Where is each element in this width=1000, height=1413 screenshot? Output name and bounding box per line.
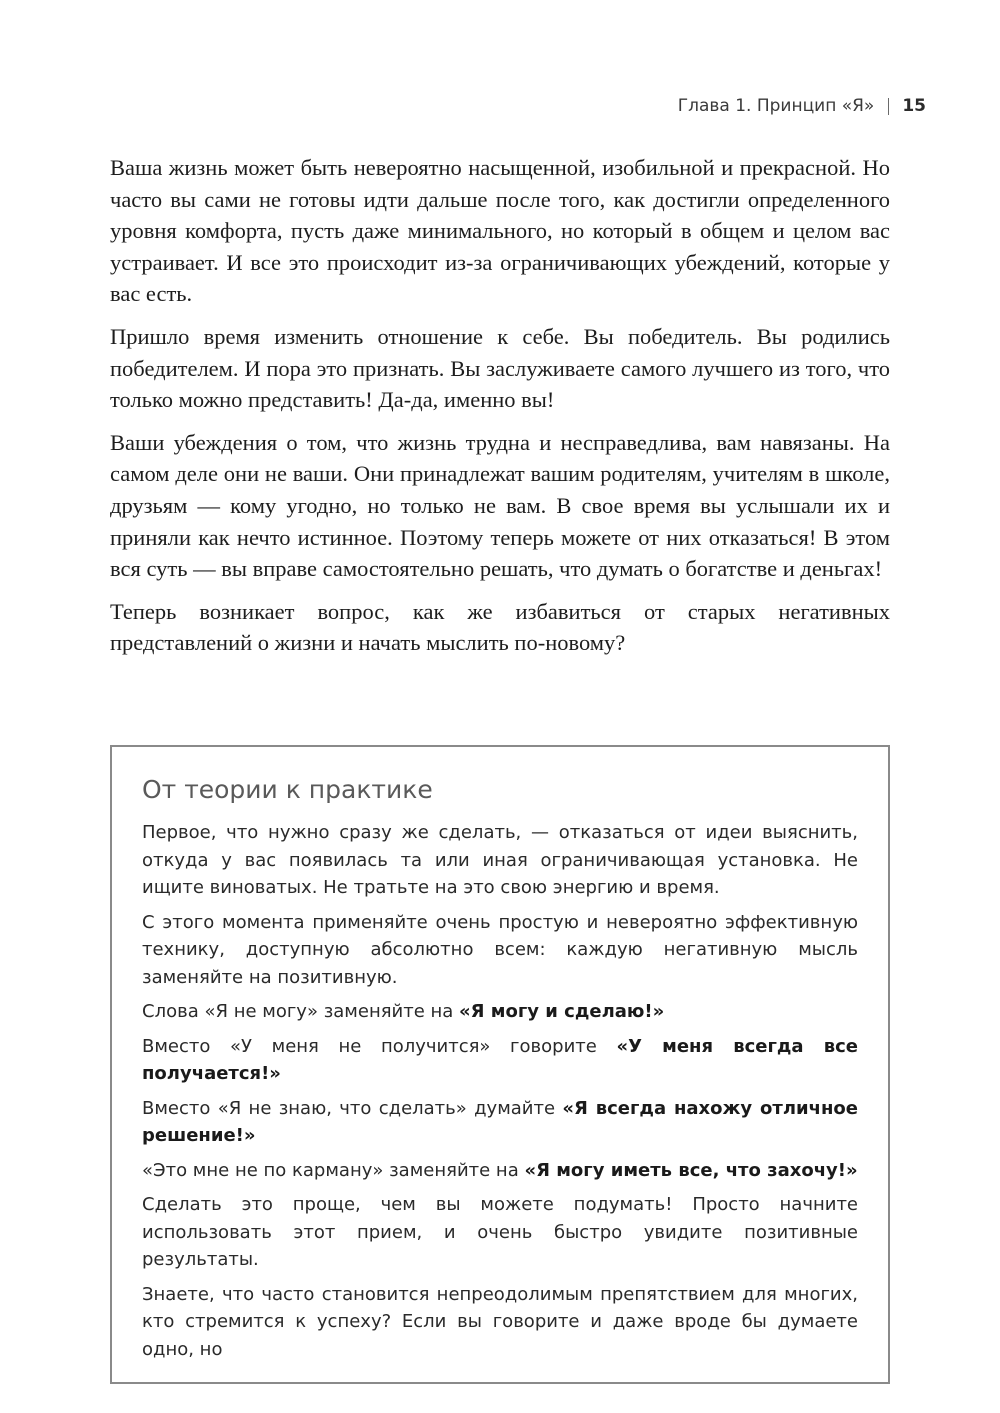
example-plain: Слова «Я не могу» заменяйте на [142,1001,460,1022]
practice-paragraph: Первое, что нужно сразу же сделать, — отказаться от идеи выяснить, откуда у вас появилась та или иная ограничивающая установка. Не ищите виноватых. Не тратьте на это свою энергию и время. [142,822,858,898]
example-bold: «Я могу и сделаю!» [459,1001,665,1022]
chapter-title: Глава 1. Принцип «Я» [677,96,875,116]
example-plain: Вместо «У меня не получится» говорите [142,1035,617,1057]
example-plain: «Это мне не по карману» заменяйте на [142,1159,525,1181]
practice-box-content [112,747,888,1382]
example-line [142,1157,858,1185]
running-head [678,96,926,116]
practice-box-title: От теории к практике [142,775,433,804]
practice-paragraph: С этого момента применяйте очень простую и невероятно эффективную технику, доступную абсолютно всем: каждую негативную мысль заменяйте на позитивную. [142,911,858,988]
example-line [142,1033,858,1088]
example-line [142,998,858,1026]
example-line [142,1095,858,1150]
practice-paragraph: Знаете, что часто становится непреодолимым препятствием для многих, кто стремится к успеху? Если вы говорите и даже вроде бы думаете одно, но [142,1283,858,1360]
example-plain: Вместо «Я не знаю, что сделать» думайте [142,1097,563,1119]
practice-box [110,745,890,1384]
example-bold: «Я всегда нахожу отличное решение!» [142,1097,858,1146]
paragraph: Пришло время изменить отношение к себе. Вы победитель. Вы родились победителем. И пора это признать. Вы заслуживаете самого лучшего из того, что только можно представить! Да-да, именно вы! [110,323,890,413]
paragraph: Теперь возникает вопрос, как же избавиться от старых негативных представлений о жизни и начать мыслить по-новому? [110,598,890,656]
paragraph: Ваша жизнь может быть невероятно насыщенной, изобильной и прекрасной. Но часто вы сами не готовы идти дальше после того, как достигли определенного уровня комфорта, пусть даже минимального, но который в общем и целом вас устраивает. И все это происходит из-за ограничивающих убеждений, которые у вас есть. [110,155,890,307]
example-bold: «Я могу иметь все, что захочу!» [524,1159,858,1181]
practice-paragraph: Сделать это проще, чем вы можете подумать! Просто начните использовать этот прием, и очень быстро увидите позитивные результаты. [142,1194,858,1270]
paragraph: Ваши убеждения о том, что жизнь трудна и несправедлива, вам навязаны. На самом деле они не ваши. Они принадлежат вашим родителям, учителям в школе, друзьям — кому угодно, но только не вам. В свое время вы услышали их и приняли как нечто истинное. Поэтому теперь можете от них отказаться! В этом вся суть — вы вправе самостоятельно решать, что думать о богатстве и деньгах! [110,429,890,582]
example-bold: «У меня всегда все получается!» [142,1035,858,1084]
header-divider [888,98,889,115]
page-number: 15 [902,96,926,116]
body-text [110,152,890,670]
